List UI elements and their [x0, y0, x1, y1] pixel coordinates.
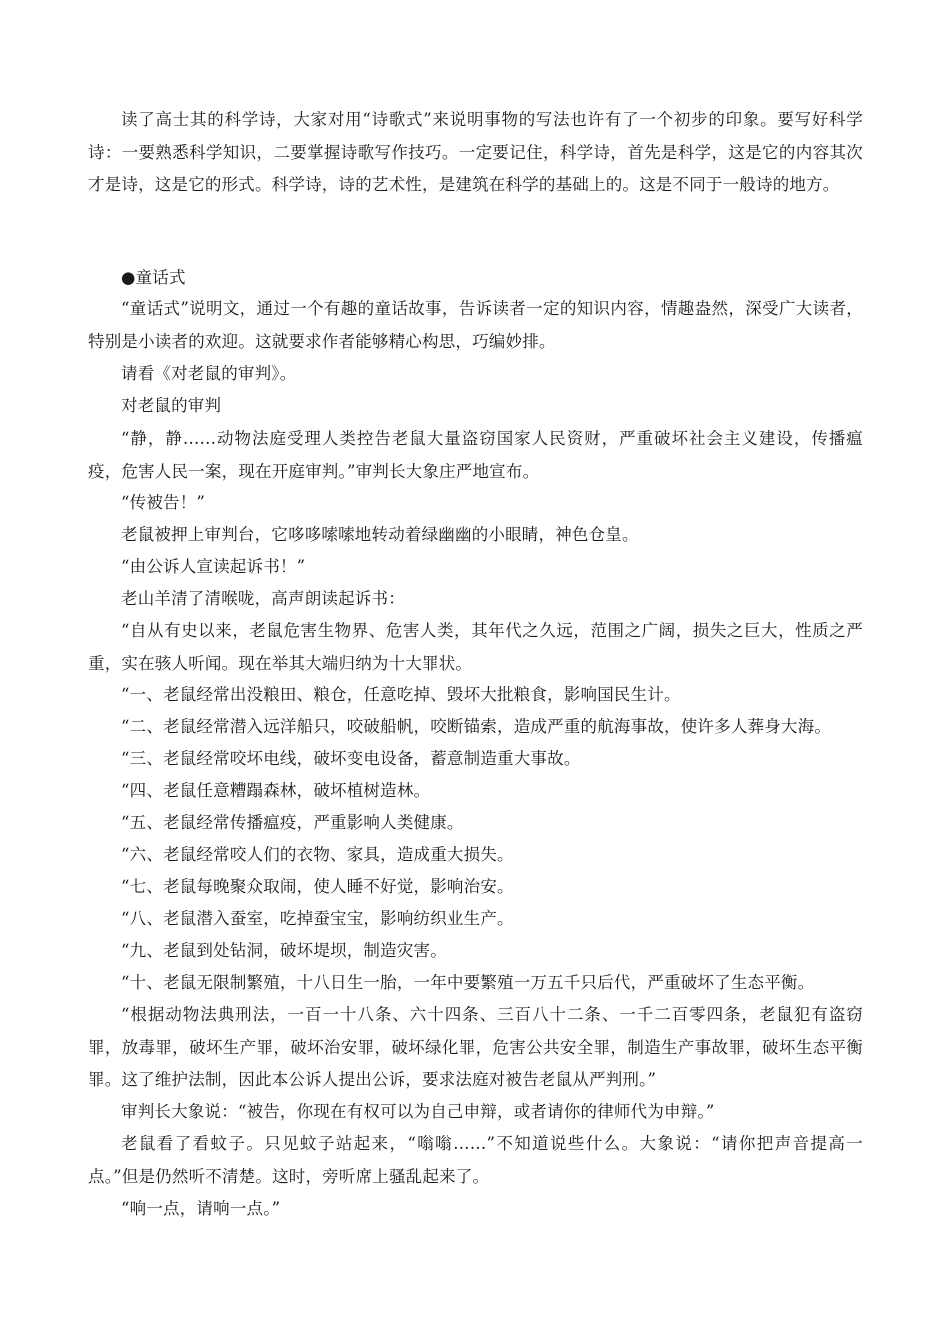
intro-paragraph: 读了高士其的科学诗，大家对用“诗歌式”来说明事物的写法也许有了一个初步的印象。要写好科学诗：一要熟悉科学知识，二要掌握诗歌写作技巧。一定要记住，科学诗，首先是科学，这是它的内容其次才是诗，这是它的形式。科学诗，诗的艺术性，是建筑在科学的基础上的。这是不同于一般诗的地方。: [88, 110, 863, 194]
crime-item: “六、老鼠经常咬人们的衣物、家具，造成重大损失。: [121, 845, 514, 864]
crime-item: “二、老鼠经常潜入远洋船只，咬破船帆，咬断锚索，造成严重的航海事故，使许多人葬身大海。: [121, 717, 832, 736]
verdict-request: “根据动物法典刑法，一百一十八条、六十四条、三百八十二条、一千二百零四条，老鼠犯有盗窃罪，放毒罪，破坏生产罪，破坏治安罪，破坏绿化罪，危害公共安全罪，制造生产事故罪，破坏生态平衡罪。这了维护法制，因此本公诉人提出公诉，要求法庭对被告老鼠从严判刑。”: [88, 1005, 863, 1089]
please-see-line: 请看《对老鼠的审判》。: [121, 364, 297, 383]
indictment-intro: “自从有史以来，老鼠危害生物界、危害人类，其年代之久远，范围之广阔，损失之巨大，性质之严重，实在骇人听闻。现在举其大端归纳为十大罪状。: [88, 621, 863, 673]
crime-item: “七、老鼠每晚聚众取闹，使人睡不好觉，影响治安。: [121, 877, 514, 896]
story-title: 对老鼠的审判: [121, 396, 222, 415]
crime-item: “九、老鼠到处钻洞，破坏堤坝，制造灾害。: [121, 941, 447, 960]
judge-says-line: 审判长大象说：“被告，你现在有权可以为自己申辩，或者请你的律师代为申辩。”: [121, 1102, 715, 1121]
crime-item: “八、老鼠潜入蚕室，吃掉蚕宝宝，影响纺织业生产。: [121, 909, 514, 928]
crime-item: “五、老鼠经常传播瘟疫，严重影响人类健康。: [121, 813, 464, 832]
story-opening: “静，静……动物法庭受理人类控告老鼠大量盗窃国家人民资财，严重破坏社会主义建设，传播瘟疫，危害人民一案，现在开庭审判。”审判长大象庄严地宣布。: [88, 429, 863, 481]
summon-defendant-line: “传被告！”: [121, 493, 206, 512]
crime-item: “一、老鼠经常出没粮田、粮仓，任意吃掉、毁坏大批粮食，影响国民生计。: [121, 685, 681, 704]
section-heading: ●童话式: [121, 268, 186, 287]
crime-item: “四、老鼠任意糟蹋森林，破坏植树造林。: [121, 781, 431, 800]
mosquito-paragraph: 老鼠看了看蚊子。只见蚊子站起来，“嗡嗡……”不知道说些什么。大象说：“请你把声音提高一点。”但是仍然听不清楚。这时，旁听席上骚乱起来了。: [88, 1134, 863, 1186]
crime-item: “三、老鼠经常咬坏电线，破坏变电设备，蓄意制造重大事故。: [121, 749, 581, 768]
read-indictment-line: “由公诉人宣读起诉书！”: [121, 557, 306, 576]
crime-item: “十、老鼠无限制繁殖，十八日生一胎，一年中要繁殖一万五千只后代，严重破坏了生态平衡。: [121, 973, 815, 992]
louder-line: “响一点，请响一点。”: [121, 1199, 281, 1218]
section-intro: “童话式”说明文，通过一个有趣的童话故事，告诉读者一定的知识内容，情趣盎然，深受广大读者，特别是小读者的欢迎。这就要求作者能够精心构思，巧编妙排。: [88, 299, 863, 351]
mouse-brought-line: 老鼠被押上审判台，它哆哆嗦嗦地转动着绿幽幽的小眼睛，神色仓皇。: [121, 525, 639, 544]
goat-reads-line: 老山羊清了清喉咙，高声朗读起诉书：: [121, 589, 405, 608]
